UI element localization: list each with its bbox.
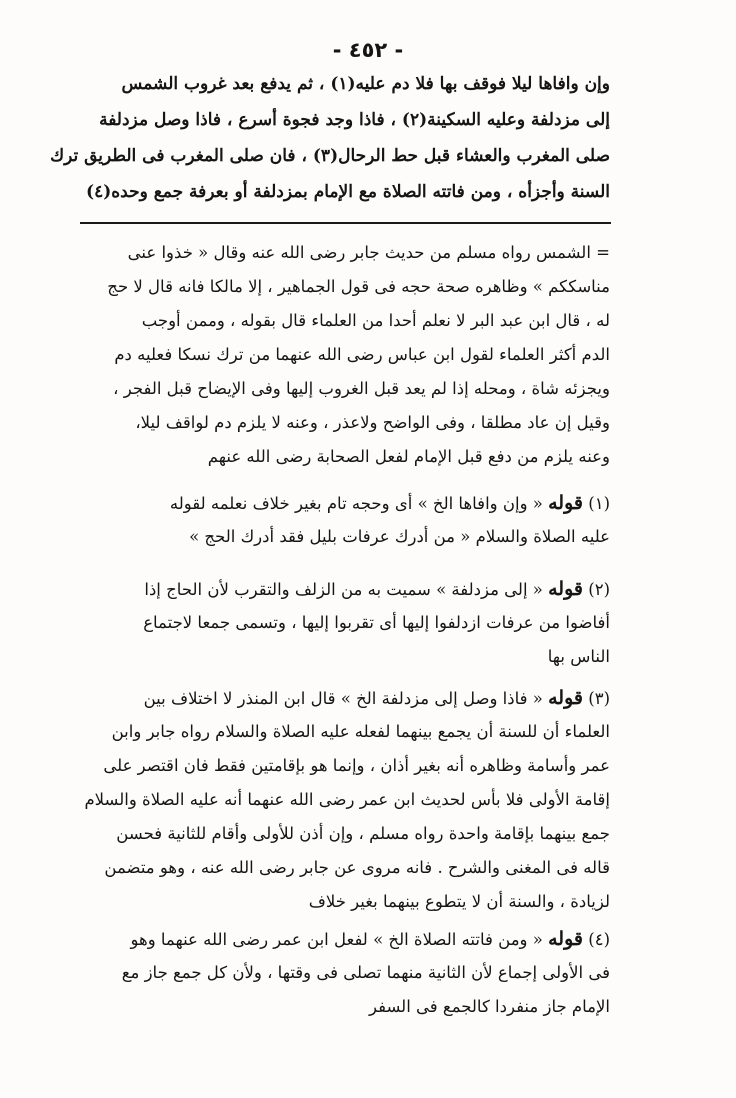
main-text-line: صلى المغرب والعشاء قبل حط الرحال(٣) ، فان صلى المغرب فى الطريق ترك — [50, 146, 610, 166]
footnote-1 — [86, 486, 610, 554]
footnote-line: عمر وأسامة وظاهره أنه بغير أذان ، وإنما هو بإقامتين فقط فان اقتصر على — [103, 756, 610, 775]
footnote-3 — [86, 681, 610, 919]
footnote-line — [86, 572, 610, 606]
footnote-4 — [86, 922, 610, 1024]
footnote-marker: (٤) — [588, 930, 610, 949]
footnote-line: جمع بينهما بإقامة واحدة رواه مسلم ، وإن أذن للأولى وأقام للثانية فحسن — [116, 824, 610, 843]
footnote-text: « فاذا وصل إلى مزدلفة الخ » قال ابن المنذر لا اختلاف بين — [143, 689, 543, 708]
footnote-line: ويجزئه شاة ، ومحله إذا لم يعد قبل الغروب إليها وفى الإيضاح قبل الفجر ، — [113, 379, 610, 398]
footnote-divider — [80, 222, 611, 224]
footnote-line: العلماء أن للسنة أن يجمع بينهما لفعله عليه الصلاة والسلام رواه جابر وابن — [111, 722, 610, 741]
main-text — [50, 66, 610, 210]
footnote-line: مناسككم » وظاهره صحة حجه فى قول الجماهير ، إلا مالكا فانه قال لا حج — [107, 277, 610, 296]
footnote-2 — [86, 572, 610, 674]
footnote-text: « وإن وافاها الخ » أى وحجه تام بغير خلاف نعلمه لقوله — [169, 494, 543, 513]
footnote-line: قاله فى المغنى والشرح . فانه مروى عن جابر رضى الله عنه ، وهو متضمن — [104, 858, 610, 877]
footnote-line — [86, 922, 610, 956]
footnote-line: إقامة الأولى فلا بأس لحديث ابن عمر رضى الله عنهما أنه عليه الصلاة والسلام — [84, 790, 610, 809]
footnote-line: الناس بها — [547, 647, 610, 666]
footnote-text: « إلى مزدلفة » سميت به من الزلف والتقرب لأن الحاج إذا — [144, 580, 543, 599]
page-number: - ٤٥٢ - — [332, 38, 404, 62]
footnote-line: الإمام جاز منفردا كالجمع فى السفر — [369, 997, 610, 1016]
footnote-line: الدم أكثر العلماء لقول ابن عباس رضى الله عنهما من ترك نسكا فعليه دم — [114, 345, 610, 364]
footnote-keyword: قوله — [548, 578, 583, 600]
footnote-marker: (١) — [588, 494, 610, 513]
footnote-line — [86, 486, 610, 520]
footnote-line: لزيادة ، والسنة أن لا يتطوع بينهما بغير خلاف — [308, 892, 610, 911]
main-text-line: إلى مزدلفة وعليه السكينة(٢) ، فاذا وجد فجوة أسرع ، فاذا وصل مزدلفة — [99, 110, 610, 130]
footnote-line: = الشمس رواه مسلم من حديث جابر رضى الله عنه وقال « خذوا عنى — [127, 243, 610, 262]
footnote-continued — [86, 236, 610, 474]
footnote-line: فى الأولى إجماع لأن الثانية منهما تصلى فى وقتها ، ولأن كل جمع جاز مع — [121, 963, 610, 982]
main-text-line: وإن وافاها ليلا فوقف بها فلا دم عليه(١) ، ثم يدفع بعد غروب الشمس — [121, 74, 610, 94]
footnote-line — [86, 681, 610, 715]
footnote-line: عليه الصلاة والسلام « من أدرك عرفات بليل فقد أدرك الحج » — [189, 527, 610, 546]
footnote-text: « ومن فاتته الصلاة الخ » لفعل ابن عمر رضى الله عنهما وهو — [130, 930, 543, 949]
footnote-keyword: قوله — [548, 492, 583, 514]
footnote-line: وعنه يلزم من دفع قبل الإمام لفعل الصحابة رضى الله عنهم — [207, 447, 610, 466]
footnote-marker: (٣) — [588, 689, 610, 708]
footnote-line: وقيل إن عاد مطلقا ، وفى الواضح ولاعذر ، وعنه لا يلزم دم لواقف ليلا، — [135, 413, 610, 432]
footnote-line: أفاضوا من عرفات ازدلفوا إليها أى تقربوا إليها ، وتسمى جمعا لاجتماع — [143, 613, 610, 632]
footnote-line: له ، قال ابن عبد البر لا نعلم أحدا من العلماء قال بقوله ، وممن أوجب — [141, 311, 610, 330]
main-text-line: السنة وأجزأه ، ومن فاتته الصلاة مع الإمام بمزدلفة أو بعرفة جمع وحده(٤) — [86, 182, 610, 202]
footnote-marker: (٢) — [588, 580, 610, 599]
footnote-keyword: قوله — [548, 928, 583, 950]
footnote-keyword: قوله — [548, 687, 583, 709]
